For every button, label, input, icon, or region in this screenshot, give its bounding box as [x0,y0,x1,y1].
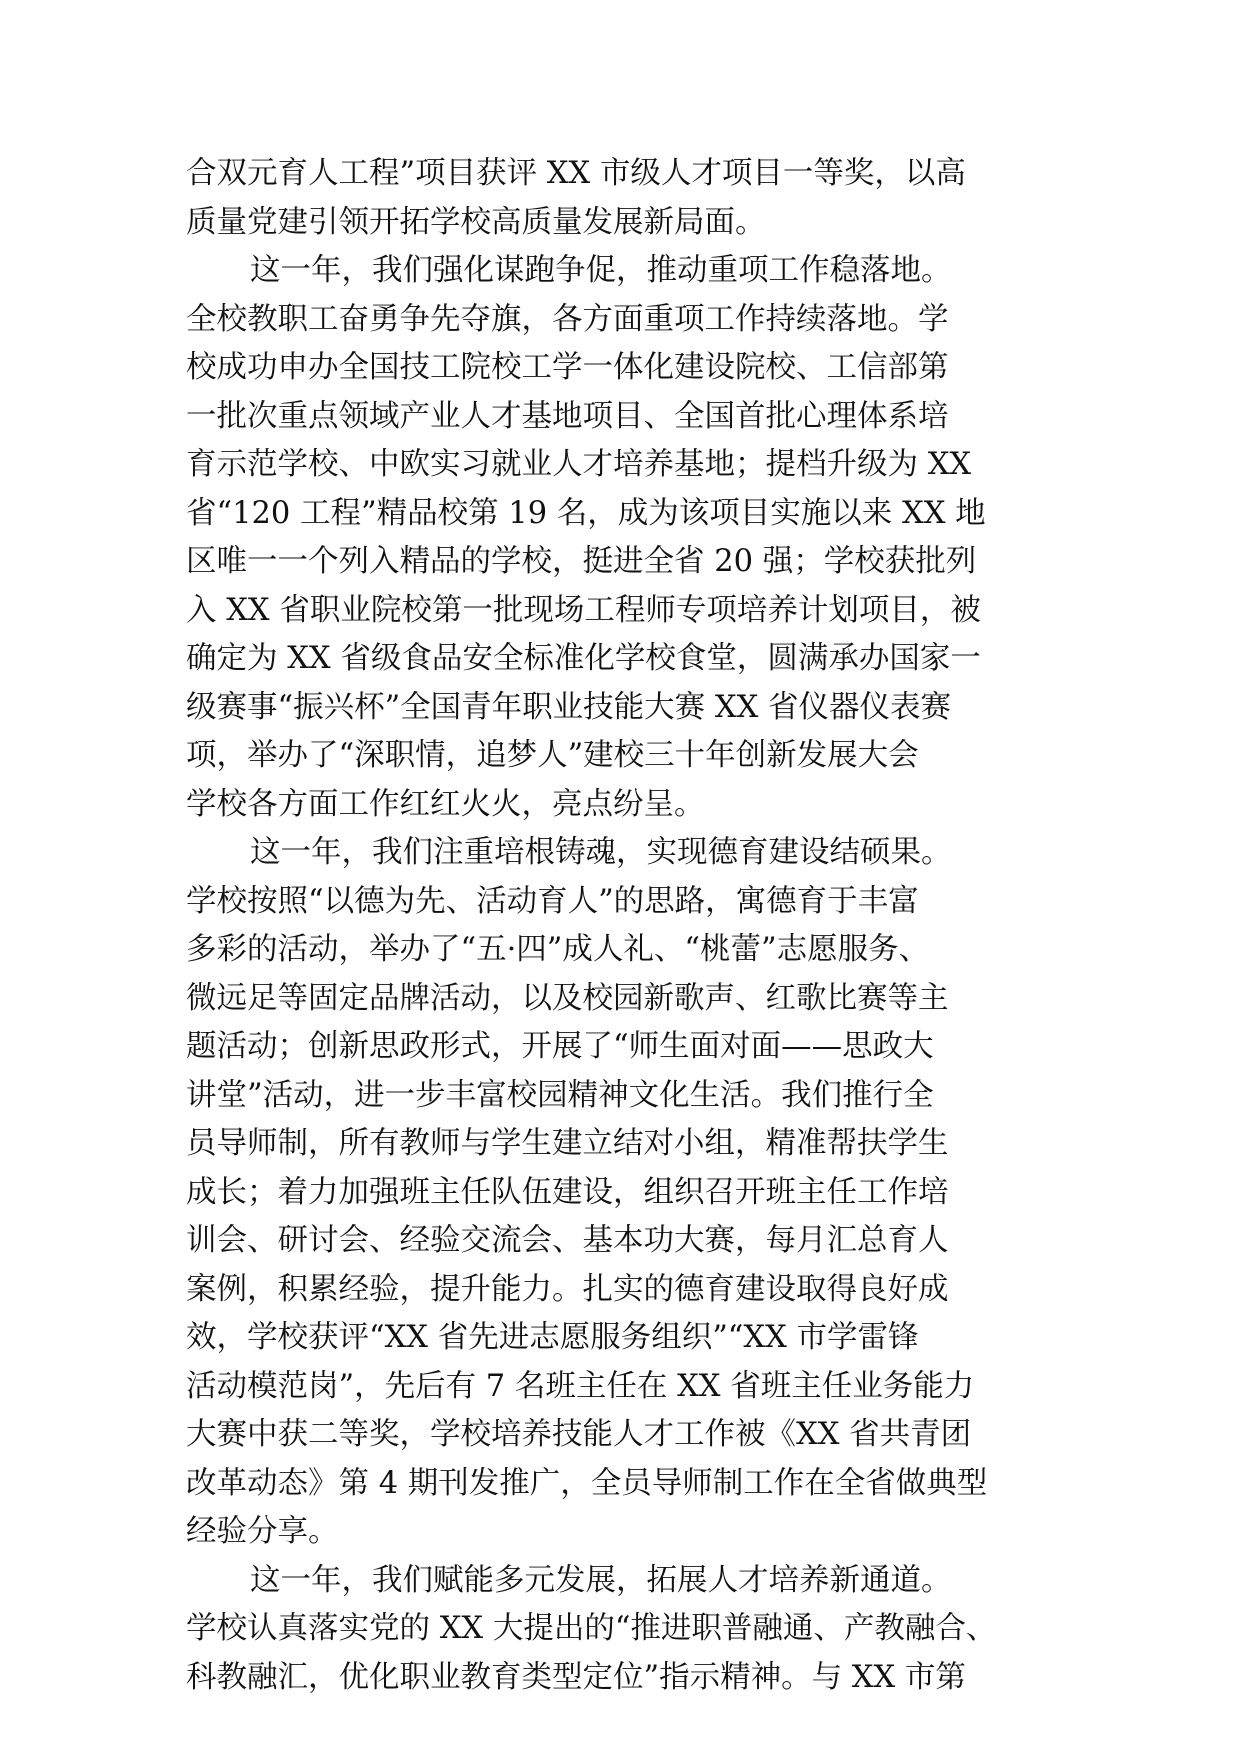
text-line: 质量党建引领开拓学校高质量发展新局面。 [186,204,766,240]
text-line: 一批次重点领域产业人才基地项目、全国首批心理体系培 [186,398,949,434]
text-line: 案例，积累经验，提升能力。扎实的德育建设取得良好成 [186,1271,949,1307]
text-line: 校成功申办全国技工院校工学一体化建设院校、工信部第 [186,350,949,385]
paragraph-first-line: 这一年，我们强化谋跑争促，推动重项工作稳落地。 [250,253,952,288]
text-line: 员导师制，所有教师与学生建立结对小组，精准帮扶学生 [186,1126,949,1161]
text-line: 多彩的活动，举办了“五·四”成人礼、“桃蕾”志愿服务、 [186,932,930,967]
text-line: 省“120 工程”精品校第 19 名，成为该项目实施以来 XX 地 [186,495,986,531]
text-line: 活动模范岗”，先后有 7 名班主任在 XX 省班主任业务能力 [186,1368,975,1404]
text-line: 训会、研讨会、经验交流会、基本功大赛，每月汇总育人 [186,1223,949,1258]
text-line: 合双元育人工程”项目获评 XX 市级人才项目一等奖，以高 [186,156,966,191]
text-line: 科教融汇，优化职业教育类型定位”指示精神。与 XX 市第 [186,1659,966,1695]
text-line: 学校各方面工作红红火火，亮点纷呈。 [186,786,705,822]
text-line: 学校认真落实党的 XX 大提出的“推进职普融通、产教融合、 [186,1611,997,1646]
text-line: 项，举办了“深职情，追梦人”建校三十年创新发展大会 [186,738,919,773]
text-line: 经验分享。 [186,1514,339,1549]
text-line: 入 XX 省职业院校第一批现场工程师专项培养计划项目，被 [186,592,981,628]
text-line: 大赛中获二等奖，学校培养技能人才工作被《XX 省共青团 [186,1417,972,1452]
text-line: 讲堂”活动，进一步丰富校园精神文化生活。我们推行全 [186,1077,934,1113]
text-line: 级赛事“振兴杯”全国青年职业技能大赛 XX 省仪器仪表赛 [186,689,952,725]
text-line: 学校按照“以德为先、活动育人”的思路，寓德育于丰富 [186,883,919,919]
paragraph-first-line: 这一年，我们注重培根铸魂，实现德育建设结硕果。 [250,835,952,870]
document-body [186,150,1066,1702]
text-line: 成长；着力加强班主任队伍建设，组织召开班主任工作培 [186,1174,949,1210]
text-line: 微远足等固定品牌活动，以及校园新歌声、红歌比赛等主 [186,980,949,1016]
text-line: 育示范学校、中欧实习就业人才培养基地；提档升级为 XX [186,447,972,482]
text-line: 题活动；创新思政形式，开展了“师生面对面——思政大 [186,1029,934,1064]
text-line: 区唯一一个列入精品的学校，挺进全省 20 强；学校获批列 [186,544,977,579]
paragraph-first-line: 这一年，我们赋能多元发展，拓展人才培养新通道。 [250,1562,952,1598]
text-line: 效，学校获评“XX 省先进志愿服务组织”“XX 市学雷锋 [186,1320,919,1355]
text-line: 确定为 XX 省级食品安全标准化学校食堂，圆满承办国家一 [186,641,981,676]
text-line: 全校教职工奋勇争先夺旗，各方面重项工作持续落地。学 [186,301,949,337]
text-line: 改革动态》第 4 期刊发推广，全员导师制工作在全省做典型 [186,1465,988,1501]
